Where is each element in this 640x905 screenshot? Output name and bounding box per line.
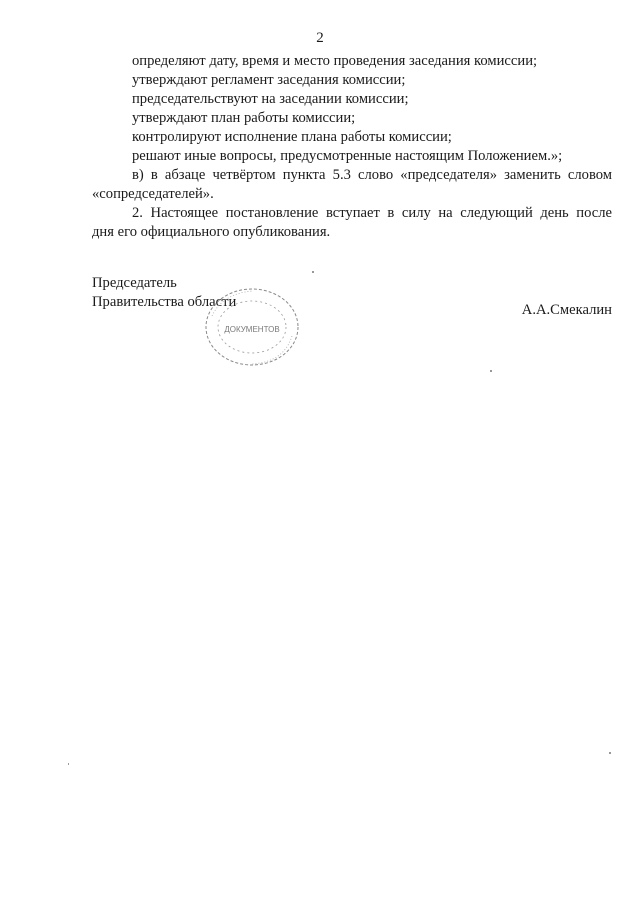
paragraph-line: дня его официального опубликования. bbox=[92, 224, 331, 240]
list-item: утверждают план работы комиссии; bbox=[132, 110, 356, 126]
list-item: решают иные вопросы, предусмотренные настоящим Положением.»; bbox=[132, 148, 563, 164]
list-item: определяют дату, время и место проведения заседания комиссии; bbox=[132, 53, 538, 69]
scan-speck bbox=[490, 370, 492, 372]
signatory-title: Председатель bbox=[92, 275, 177, 291]
list-item: утверждают регламент заседания комиссии; bbox=[132, 72, 406, 88]
scan-speck bbox=[609, 752, 611, 754]
paragraph-line: 2. Настоящее постановление вступает в силу на следующий день после bbox=[132, 205, 612, 221]
official-seal bbox=[202, 286, 302, 368]
list-item: председательствуют на заседании комиссии; bbox=[132, 91, 409, 107]
list-item: контролируют исполнение плана работы комиссии; bbox=[132, 129, 452, 145]
scan-speck bbox=[312, 271, 314, 273]
signature-block bbox=[92, 274, 612, 318]
document-body bbox=[92, 52, 612, 242]
signatory-name: А.А.Смекалин bbox=[521, 302, 612, 318]
paragraph-line: в) в абзаце четвёртом пункта 5.3 слово «председателя» заменить словом bbox=[132, 167, 612, 183]
seal-text: ДОКУМЕНТОВ bbox=[224, 325, 280, 334]
scan-speck bbox=[68, 763, 69, 765]
page-number: 2 bbox=[316, 30, 324, 46]
signatory-title: Правительства области bbox=[92, 294, 237, 310]
paragraph-line: «сопредседателей». bbox=[92, 186, 214, 202]
